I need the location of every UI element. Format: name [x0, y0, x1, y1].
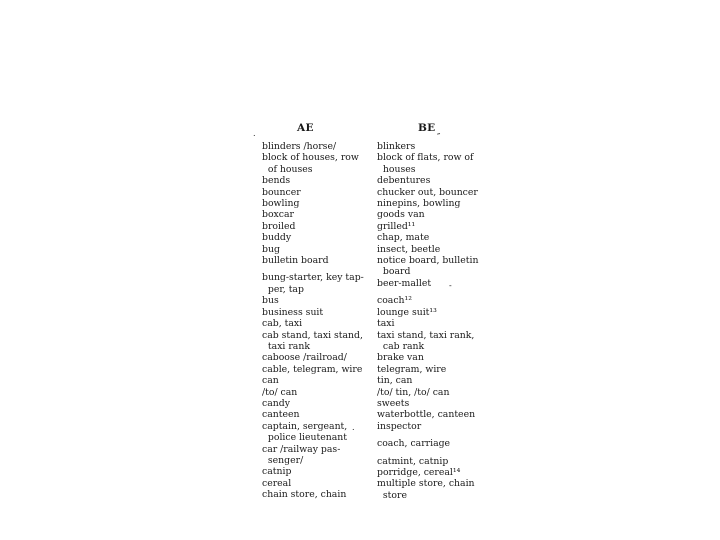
be-term: chap, mate	[377, 232, 430, 244]
ae-term: broiled	[262, 220, 296, 232]
ae-term: blinders /horse/	[262, 141, 337, 152]
ae-term: bends	[262, 175, 291, 187]
be-term: chucker out, bouncer	[377, 186, 478, 198]
ae-term: canteen	[262, 409, 300, 421]
ae-term: /to/ can	[262, 386, 298, 398]
ae-term: bowling	[262, 198, 300, 210]
ae-term: buddy	[262, 232, 292, 244]
ae-term: candy	[262, 397, 290, 409]
ae-term: catnip	[262, 466, 292, 478]
ae-term: block of houses, row	[262, 152, 359, 164]
be-term: waterbottle, canteen	[377, 409, 476, 421]
ae-term: bouncer	[262, 186, 301, 198]
ae-term: business suit	[262, 306, 324, 318]
stray-mark: ″	[437, 133, 441, 143]
ae-term: senger/	[262, 454, 304, 466]
ae-term: cable, telegram, wire	[262, 363, 363, 375]
be-term: blinkers	[377, 141, 416, 152]
stray-mark: .	[352, 423, 355, 432]
be-term: multiple store, chain	[377, 478, 475, 490]
be-term: beer-mallet	[377, 277, 432, 289]
be-term: insect, beetle	[377, 243, 441, 255]
be-term: coach¹²	[377, 295, 412, 307]
ae-term: caboose /railroad/	[262, 352, 347, 364]
ae-term: bus	[262, 295, 279, 307]
ae-term: police lieutenant	[262, 432, 347, 444]
be-term: taxi	[377, 318, 395, 330]
be-term: tin, can	[377, 375, 413, 387]
be-term: houses	[377, 163, 416, 175]
be-term: board	[377, 266, 411, 278]
ae-term: boxcar	[262, 209, 294, 221]
stray-mark: -	[449, 281, 452, 290]
be-term: notice board, bulletin	[377, 255, 479, 267]
ae-term-column	[262, 141, 374, 501]
be-term: grilled¹¹	[377, 220, 416, 232]
be-term: lounge suit¹³	[377, 306, 437, 318]
be-term: brake van	[377, 352, 424, 364]
ae-term: bung-starter, key tap-	[262, 272, 364, 284]
be-term: telegram, wire	[377, 363, 447, 375]
ae-term: taxi rank	[262, 340, 310, 352]
ae-term: car /railway pas-	[262, 443, 341, 455]
be-term: sweets	[377, 397, 410, 409]
ae-term: bug	[262, 243, 280, 255]
ae-term: of houses	[262, 163, 313, 175]
be-term: cab rank	[377, 340, 425, 352]
column-header-ae: AE	[297, 122, 314, 134]
be-term: debentures	[377, 175, 431, 187]
be-term: ninepins, bowling	[377, 198, 461, 210]
ae-term: can	[262, 375, 279, 387]
ae-term: bulletin board	[262, 255, 329, 267]
be-term: taxi stand, taxi rank,	[377, 329, 475, 341]
be-term: inspector	[377, 420, 422, 432]
ae-term: cab stand, taxi stand,	[262, 329, 363, 341]
stray-mark: .	[253, 129, 256, 138]
be-term: /to/ tin, /to/ can	[377, 386, 450, 398]
be-term: store	[377, 489, 407, 501]
be-term: catmint, catnip	[377, 455, 449, 467]
ae-term: chain store, chain	[262, 489, 347, 501]
ae-term: per, tap	[262, 283, 304, 295]
be-term: block of flats, row of	[377, 152, 474, 164]
ae-term: captain, sergeant,	[262, 420, 348, 432]
ae-term: cereal	[262, 477, 292, 489]
be-term-column	[377, 141, 485, 501]
column-header-be: BE	[418, 122, 436, 134]
be-term: goods van	[377, 209, 425, 221]
be-term: coach, carriage	[377, 438, 451, 450]
be-term: porridge, cereal¹⁴	[377, 466, 461, 478]
ae-term: cab, taxi	[262, 318, 303, 330]
